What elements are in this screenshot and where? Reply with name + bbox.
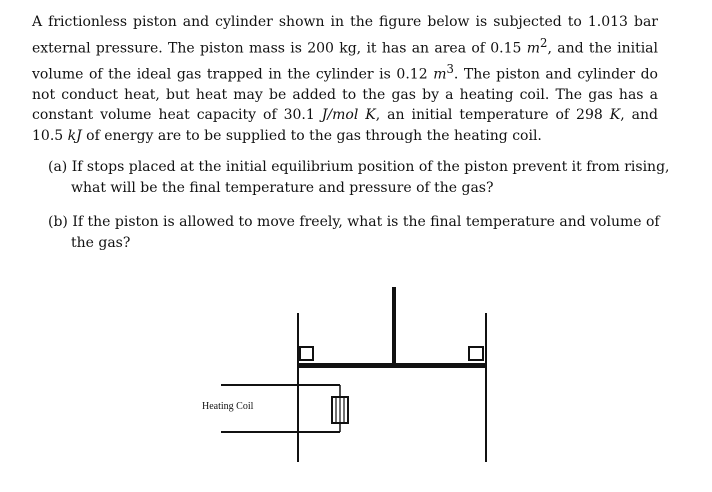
heating-coil-label: Heating Coil — [202, 401, 254, 412]
right-stop — [469, 347, 483, 360]
part-b-label: (b) — [48, 214, 68, 230]
heat-capacity-unit: J/mol K — [321, 107, 376, 124]
temperature-unit: K — [609, 107, 621, 124]
heating-coil-icon — [332, 397, 348, 423]
volume-exponent: 3 — [446, 61, 454, 76]
problem-text-4: , an initial temperature of 298 — [375, 107, 610, 124]
piston-rod — [392, 287, 396, 364]
problem-text-2: , and the initial volume of the ideal gas trapped in the cylinder is 0.12 — [32, 40, 658, 83]
part-b-text: If the piston is allowed to move freely, what is the final temperature and volume of the gas? — [71, 214, 660, 251]
part-a-label: (a) — [48, 159, 68, 175]
part-a-text: If stops placed at the initial equilibrium position of the piston prevent it from rising, what will be the final temperature and pressure of the gas? — [71, 159, 670, 196]
area-unit: m — [526, 40, 541, 57]
piston-plate — [299, 363, 486, 368]
area-exponent: 2 — [540, 35, 548, 50]
problem-text-6: of energy are to be supplied to the gas through the heating coil. — [81, 127, 542, 144]
energy-unit: kJ — [67, 127, 82, 144]
problem-text-3: . The piston and cylinder do not conduct heat, but heat may be added to the gas by a heating coil. The gas has a constant volume heat capacity of 30.1 — [32, 66, 658, 124]
left-stop — [300, 347, 313, 360]
problem-text-5: , and 10.5 — [32, 107, 658, 144]
problem-text-1: A frictionless piston and cylinder shown in the figure below is subjected to 1.013 bar external pressure. The piston mass is 200 kg, it has an area of 0.15 — [32, 14, 658, 57]
volume-unit: m — [433, 66, 447, 83]
